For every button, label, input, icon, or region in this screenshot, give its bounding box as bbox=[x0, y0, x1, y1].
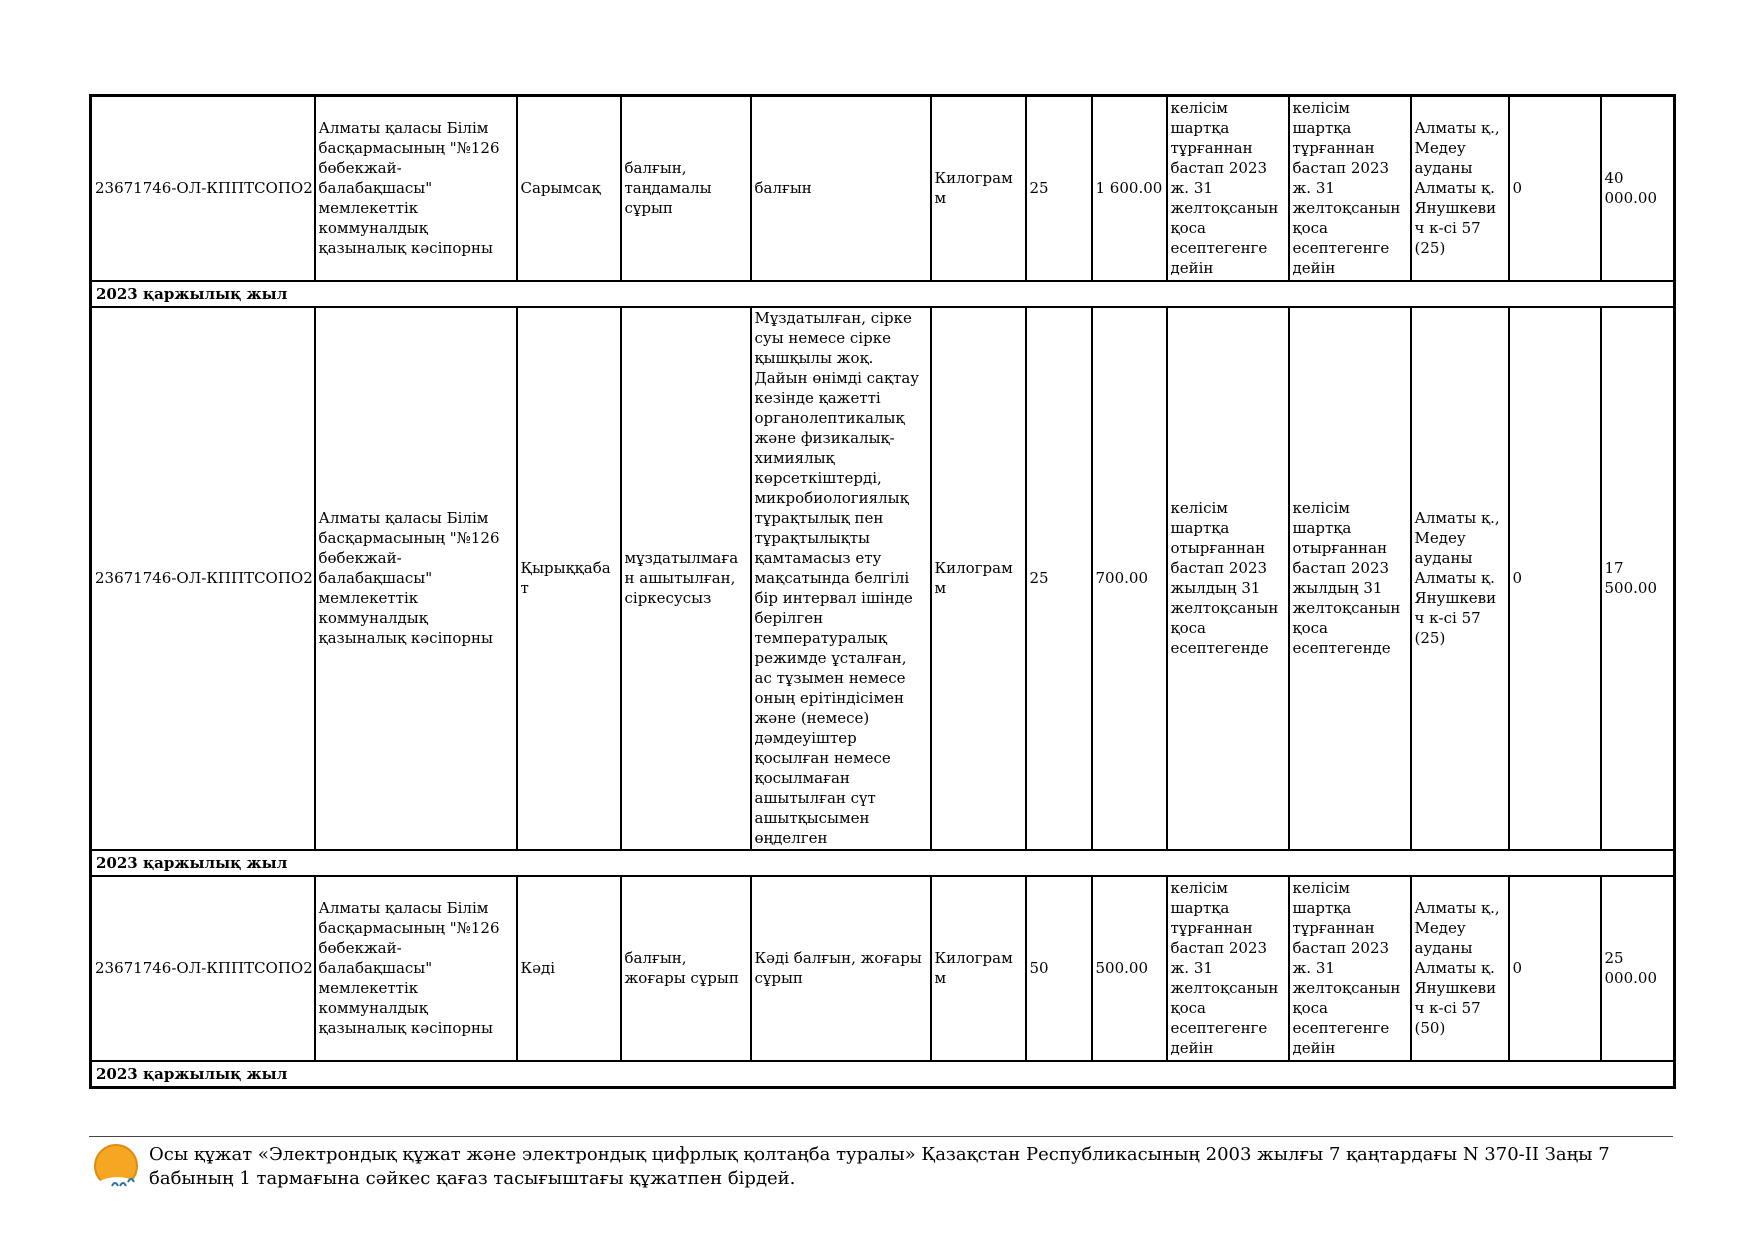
customer-name: Алматы қаласы Білім басқармасының "№126 бөбекжай-балабақшасы" мемлекеттік коммуналдық қазыналық кәсіпорны bbox=[315, 96, 517, 281]
total-sum: 17 500.00 bbox=[1601, 307, 1675, 850]
delivery-term: келісім шартқа тұрғаннан бастап 2023 ж. 31 желтоқсанын қоса есептегенге дейін bbox=[1167, 876, 1289, 1061]
lot-code: 23671746-ОЛ-КППТСОПО2 bbox=[91, 96, 315, 281]
item-name: Сарымсақ bbox=[517, 96, 621, 281]
table-row bbox=[91, 96, 1675, 281]
customer-name: Алматы қаласы Білім басқармасының "№126 бөбекжай-балабақшасы" мемлекеттік коммуналдық қазыналық кәсіпорны bbox=[315, 307, 517, 850]
quantity: 25 bbox=[1026, 96, 1092, 281]
delivery-term: келісім шартқа тұрғаннан бастап 2023 ж. 31 желтоқсанын қоса есептегенге дейін bbox=[1167, 96, 1289, 281]
customer-name: Алматы қаласы Білім басқармасының "№126 бөбекжай-балабақшасы" мемлекеттік коммуналдық қазыналық кәсіпорны bbox=[315, 876, 517, 1061]
footer-divider bbox=[89, 1136, 1673, 1137]
quantity: 50 bbox=[1026, 876, 1092, 1061]
short-characteristic: мұздатылмаған ашытылған, сіркесусыз bbox=[621, 307, 751, 850]
full-characteristic: Мұздатылған, сірке суы немесе сірке қышқылы жоқ. Дайын өнімді сақтау кезінде қажетті органолептикалық және физикалық-химиялық көрсеткіштерді, микробиологиялық тұрақтылық пен тұрақтылықты қамтамасыз ету мақсатында белгілі бір интервал ішінде берілген температуралық режимде ұсталған, ас тұзымен немесе оның ерітіндісімен және (немесе) дәмдеуіштер қосылған немесе қосылмаған ашытылған сүт ашытқысымен өңделген bbox=[751, 307, 931, 850]
total-sum: 40 000.00 bbox=[1601, 96, 1675, 281]
full-characteristic: Кәді балғын, жоғары сұрып bbox=[751, 876, 931, 1061]
lot-code: 23671746-ОЛ-КППТСОПО2 bbox=[91, 876, 315, 1061]
item-name: Қырыққабат bbox=[517, 307, 621, 850]
item-name: Кәді bbox=[517, 876, 621, 1061]
unit: Килограмм bbox=[931, 876, 1026, 1061]
advance-payment: 0 bbox=[1509, 307, 1601, 850]
delivery-address: Алматы қ., Медеу ауданы Алматы қ. Янушкевич к-сі 57 (25) bbox=[1411, 96, 1509, 281]
sun-seal-icon bbox=[92, 1142, 144, 1194]
unit: Килограмм bbox=[931, 307, 1026, 850]
unit-price: 700.00 bbox=[1092, 307, 1167, 850]
legal-notice: Осы құжат «Электрондық құжат және электрондық цифрлық қолтаңба туралы» Қазақстан Республикасының 2003 жылғы 7 қаңтардағы N 370-II Заңы 7 бабының 1 тармағына сәйкес қағаз тасығыштағы құжатпен бірдей. bbox=[149, 1144, 1610, 1189]
procurement-table bbox=[89, 94, 1676, 1089]
fiscal-year-row bbox=[91, 1061, 1675, 1088]
lot-code: 23671746-ОЛ-КППТСОПО2 bbox=[91, 307, 315, 850]
unit-price: 1 600.00 bbox=[1092, 96, 1167, 281]
fiscal-year-label: 2023 қаржылық жыл bbox=[91, 1061, 1675, 1088]
fiscal-year-row bbox=[91, 281, 1675, 307]
short-characteristic: балғын, жоғары сұрып bbox=[621, 876, 751, 1061]
advance-payment: 0 bbox=[1509, 96, 1601, 281]
total-sum: 25 000.00 bbox=[1601, 876, 1675, 1061]
footer bbox=[89, 1140, 1673, 1200]
delivery-term-end: келісім шартқа тұрғаннан бастап 2023 ж. 31 желтоқсанын қоса есептегенге дейін bbox=[1289, 876, 1411, 1061]
fiscal-year-label: 2023 қаржылық жыл bbox=[91, 281, 1675, 307]
short-characteristic: балғын, таңдамалы сұрып bbox=[621, 96, 751, 281]
delivery-address: Алматы қ., Медеу ауданы Алматы қ. Янушкевич к-сі 57 (50) bbox=[1411, 876, 1509, 1061]
full-characteristic: балғын bbox=[751, 96, 931, 281]
advance-payment: 0 bbox=[1509, 876, 1601, 1061]
fiscal-year-row bbox=[91, 850, 1675, 876]
table-row bbox=[91, 307, 1675, 850]
fiscal-year-label: 2023 қаржылық жыл bbox=[91, 850, 1675, 876]
delivery-term-end: келісім шартқа тұрғаннан бастап 2023 ж. 31 желтоқсанын қоса есептегенге дейін bbox=[1289, 96, 1411, 281]
delivery-term-end: келісім шартқа отырғаннан бастап 2023 жылдың 31 желтоқсанын қоса есептегенде bbox=[1289, 307, 1411, 850]
unit-price: 500.00 bbox=[1092, 876, 1167, 1061]
delivery-term: келісім шартқа отырғаннан бастап 2023 жылдың 31 желтоқсанын қоса есептегенде bbox=[1167, 307, 1289, 850]
quantity: 25 bbox=[1026, 307, 1092, 850]
delivery-address: Алматы қ., Медеу ауданы Алматы қ. Янушкевич к-сі 57 (25) bbox=[1411, 307, 1509, 850]
table-row bbox=[91, 876, 1675, 1061]
unit: Килограмм bbox=[931, 96, 1026, 281]
